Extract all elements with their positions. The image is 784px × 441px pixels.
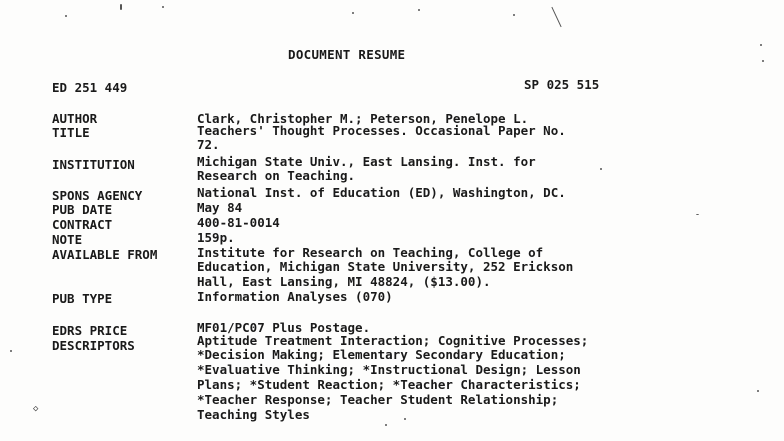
scan-speck xyxy=(600,168,602,170)
scan-speck xyxy=(762,60,764,62)
field-value-title-line-1: Teachers' Thought Processes. Occasional Paper No. xyxy=(197,123,566,138)
field-label-pub-type: PUB TYPE xyxy=(52,291,113,306)
document-heading: DOCUMENT RESUME xyxy=(288,47,406,62)
scan-scratch xyxy=(551,7,561,27)
field-value-descriptors-line-5: *Teacher Response; Teacher Student Relationship; xyxy=(197,392,559,407)
field-value-descriptors-line-4: Plans; *Student Reaction; *Teacher Characteristics; xyxy=(197,377,581,392)
scan-speck xyxy=(162,6,164,8)
field-value-available-from-line-3: Hall, East Lansing, MI 48824, ($13.00). xyxy=(197,274,491,289)
field-value-descriptors-line-3: *Evaluative Thinking; *Instructional Design; Lesson xyxy=(197,362,581,377)
scan-speck xyxy=(352,12,354,14)
field-value-pub-date: May 84 xyxy=(197,200,243,215)
field-label-author: AUTHOR xyxy=(52,111,98,126)
field-label-title: TITLE xyxy=(52,125,90,140)
field-label-spons-agency: SPONS AGENCY xyxy=(52,188,143,203)
scan-speck xyxy=(757,390,759,392)
field-value-edrs-price: MF01/PC07 Plus Postage. xyxy=(197,320,371,335)
field-value-available-from-line-2: Education, Michigan State University, 252 Erickson xyxy=(197,259,574,274)
field-value-pub-type: Information Analyses (070) xyxy=(197,289,393,304)
sp-number: SP 025 515 xyxy=(524,77,600,92)
field-value-descriptors-line-2: *Decision Making; Elementary Secondary Education; xyxy=(197,347,566,362)
field-label-institution: INSTITUTION xyxy=(52,157,135,172)
field-label-available-from: AVAILABLE FROM xyxy=(52,247,158,262)
scan-speck xyxy=(120,4,122,10)
field-value-author: Clark, Christopher M.; Peterson, Penelope L. xyxy=(197,111,529,126)
scan-diamond-mark: ◇ xyxy=(33,404,39,414)
field-value-descriptors-line-1: Aptitude Treatment Interaction; Cognitive Processes; xyxy=(197,333,589,348)
field-label-edrs-price: EDRS PRICE xyxy=(52,323,128,338)
field-value-note: 159p. xyxy=(197,230,235,245)
field-value-title-line-2: 72. xyxy=(197,137,220,152)
scan-speck xyxy=(404,418,406,420)
field-label-note: NOTE xyxy=(52,232,83,247)
field-label-pub-date: PUB DATE xyxy=(52,202,113,217)
field-label-contract: CONTRACT xyxy=(52,217,113,232)
field-value-available-from-line-1: Institute for Research on Teaching, College of xyxy=(197,245,544,260)
scan-speck xyxy=(385,424,387,426)
scan-speck xyxy=(10,350,12,352)
field-value-institution-line-1: Michigan State Univ., East Lansing. Inst. for xyxy=(197,154,536,169)
field-value-descriptors-line-6: Teaching Styles xyxy=(197,407,310,422)
ed-number: ED 251 449 xyxy=(52,80,128,95)
field-label-descriptors: DESCRIPTORS xyxy=(52,338,135,353)
scan-speck xyxy=(760,44,762,46)
scan-speck xyxy=(65,15,67,17)
scan-speck xyxy=(513,14,515,16)
field-value-spons-agency: National Inst. of Education (ED), Washington, DC. xyxy=(197,185,566,200)
field-value-contract: 400-81-0014 xyxy=(197,215,280,230)
field-value-institution-line-2: Research on Teaching. xyxy=(197,168,356,183)
scan-speck xyxy=(418,9,420,11)
scan-speck xyxy=(696,214,699,215)
